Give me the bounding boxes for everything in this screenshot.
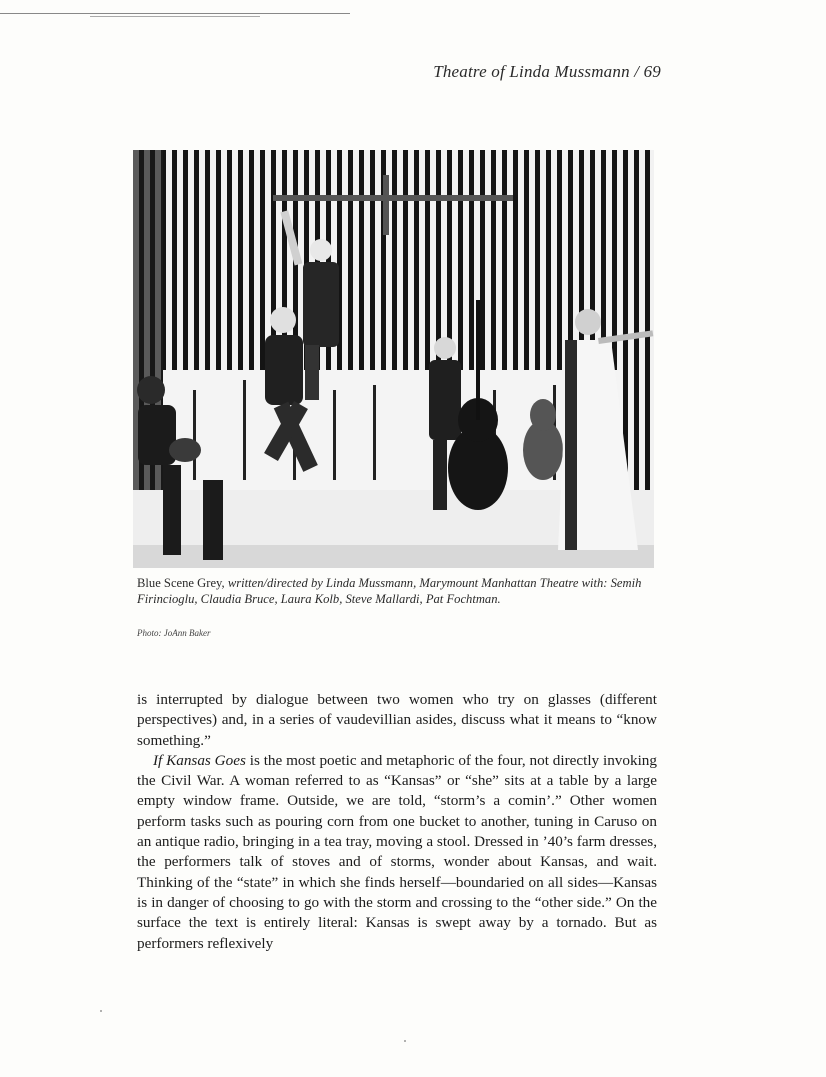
scan-edge-line	[0, 13, 350, 14]
body-text	[137, 690, 657, 954]
scan-edge-line	[90, 16, 260, 17]
figure-caption	[137, 575, 657, 607]
paragraph: is interrupted by dialogue between two women who try on glasses (different perspectives) and, in a series of vaudevillian asides, discuss what it means to “know something.”	[137, 691, 657, 749]
running-head: Theatre of Linda Mussmann / 69	[433, 62, 661, 81]
paragraph	[137, 751, 657, 954]
caption-credits: written/directed by Linda Mussmann, Marymount Manhattan Theatre with: Semih Firincioglu, Claudia Bruce, Laura Kolb, Steve Mallardi, Pat Fochtman.	[137, 576, 642, 606]
stage-scene-illustration	[133, 150, 654, 568]
play-title: If Kansas Goes	[153, 751, 246, 769]
photo-credit: Photo: JoAnn Baker	[137, 628, 211, 638]
scan-speck	[100, 1010, 102, 1012]
paragraph-text: is the most poetic and metaphoric of the four, not directly invoking the Civil War. A woman referred to as “Kansas” or “she” sits at a table by a large empty window frame. Outside, we are told, “storm’s a comin’.” Other women perform tasks such as pouring corn from one bucket to another, tuning in Caruso on an antique radio, bringing in a tea tray, moving a stool. Dressed in ’40’s farm dresses, the performers talk of stoves and of storms, wonder about Kansas, and wait. Thinking of the “state” in which she finds herself—boundaried on all sides—Kansas is in danger of choosing to go with the storm and crossing to the “other side.” On the surface the text is entirely literal: Kansas is swept away by a tornado. But as performers reflexively	[137, 751, 657, 952]
scan-speck	[404, 1040, 406, 1042]
production-photo	[133, 150, 654, 568]
caption-title: Blue Scene Grey,	[137, 576, 228, 590]
